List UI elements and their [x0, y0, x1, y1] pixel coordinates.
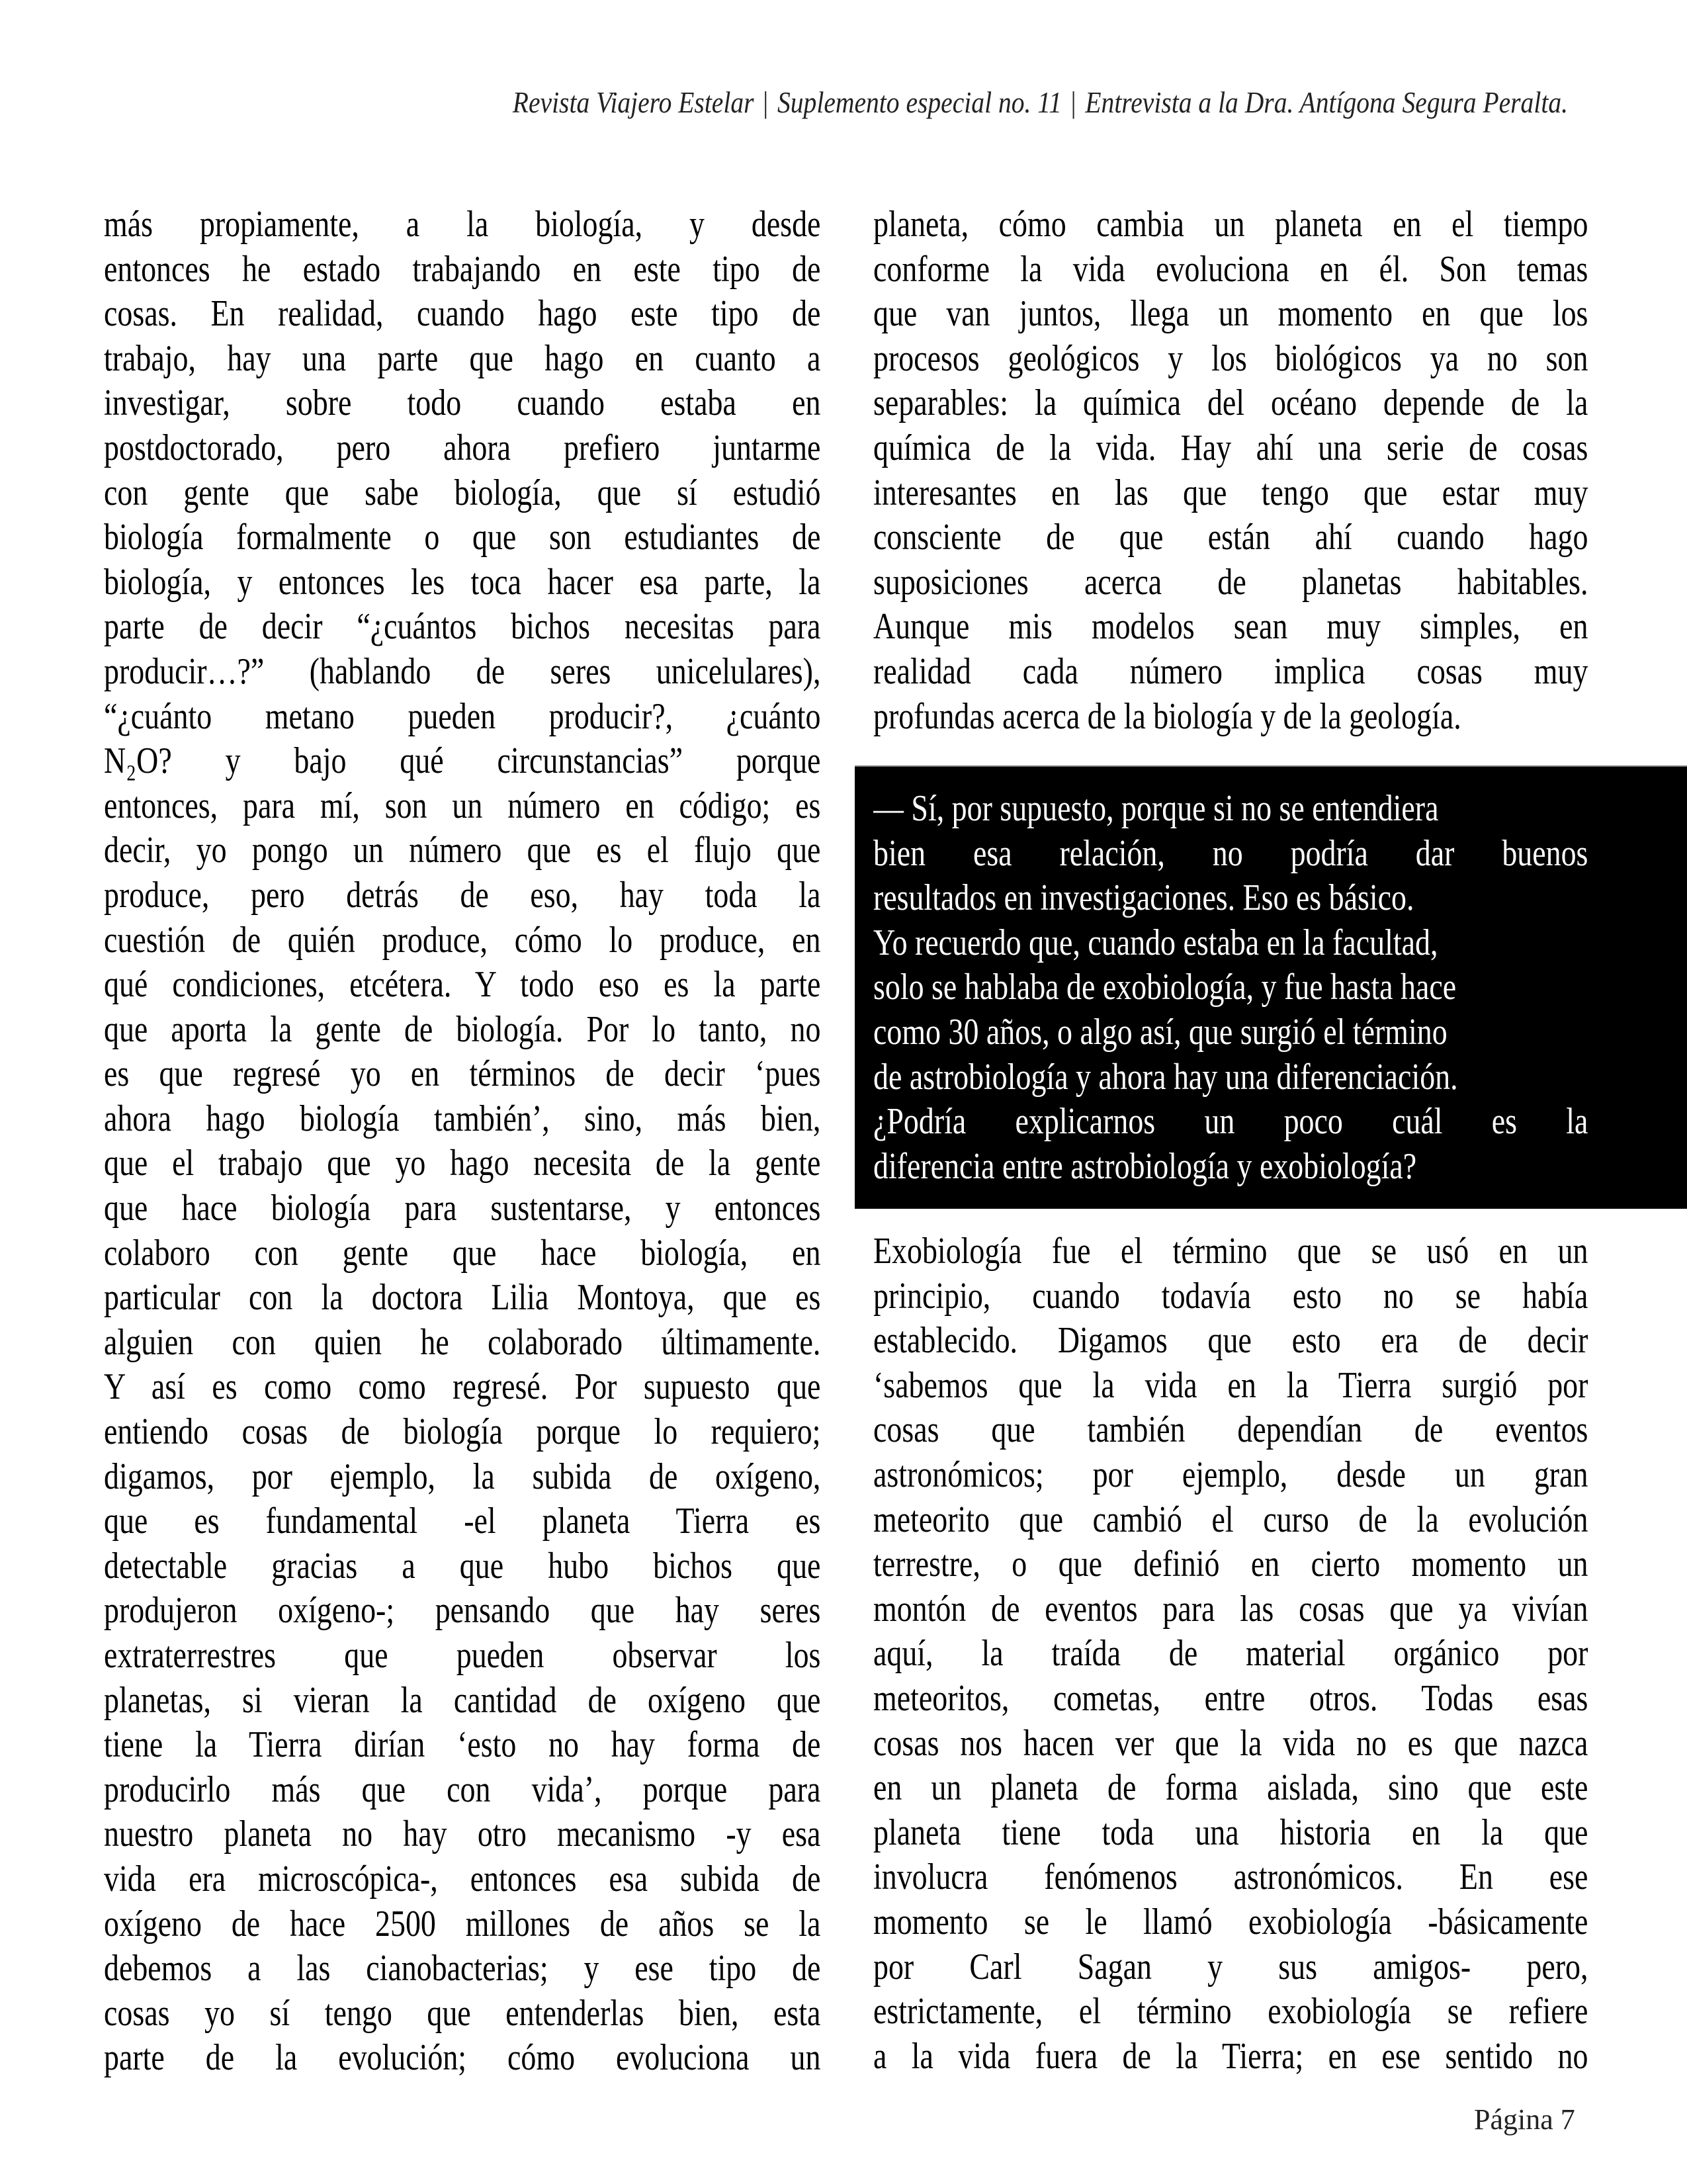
text-line-content: entiendo cosas de biología porque lo requiero; — [104, 1411, 821, 1453]
text-line-content: ¿Podría explicarnos un poco cuál es la — [873, 1101, 1588, 1143]
text-line — [104, 292, 820, 337]
text-line — [104, 1902, 820, 1947]
text-line-content: tiene la Tierra dirían ‘esto no hay forma de — [104, 1724, 821, 1766]
text-line — [873, 605, 1588, 650]
text-line-content: cuestión de quién produce, cómo lo produce, en — [104, 919, 821, 961]
text-line-content: conforme la vida evoluciona en él. Son temas — [873, 248, 1588, 290]
text-line — [873, 1319, 1588, 1364]
text-line — [104, 1365, 820, 1410]
text-line-content: debemos a las cianobacterias; y ese tipo de — [104, 1948, 821, 1989]
text-line — [873, 1010, 1588, 1055]
text-line — [104, 1723, 820, 1768]
text-line-content: resultados en investigaciones. Eso es básico. — [873, 877, 1414, 919]
text-line-content: bien esa relación, no podría dar buenos — [873, 832, 1588, 874]
text-line — [873, 695, 1588, 740]
text-line-content: digamos, por ejemplo, la subida de oxígeno, — [104, 1456, 821, 1497]
text-line-content: por Carl Sagan y sus amigos- pero, — [873, 1946, 1588, 1987]
text-line-content: astronómicos; por ejemplo, desde un gran — [873, 1454, 1588, 1495]
right-column-text-top — [873, 202, 1588, 739]
text-line-content: aquí, la traída de material orgánico por — [873, 1633, 1588, 1675]
text-line-content: meteorito que cambió el curso de la evolución — [873, 1499, 1588, 1540]
text-line — [104, 1589, 820, 1634]
text-line-content: interesantes en las que tengo que estar muy — [873, 472, 1588, 513]
text-line — [873, 1722, 1588, 1767]
text-line — [873, 1229, 1588, 1274]
text-line-content: extraterrestres que pueden observar los — [104, 1635, 821, 1676]
text-line — [104, 1008, 820, 1053]
text-line — [104, 873, 820, 918]
text-line-content: vida era microscópica-, entonces esa subida de — [104, 1858, 821, 1900]
text-line-content: terrestre, o que definió en cierto momento un — [873, 1544, 1588, 1585]
text-line-content: química de la vida. Hay ahí una serie de cosas — [873, 427, 1588, 468]
text-line — [104, 515, 820, 560]
text-line — [873, 1145, 1588, 1190]
text-line — [873, 1945, 1588, 1990]
text-line-content: suposiciones acerca de planetas habitables. — [873, 561, 1588, 603]
text-line-content: más propiamente, a la biología, y desde — [104, 204, 821, 245]
text-line — [104, 1544, 820, 1589]
text-line — [104, 605, 820, 650]
text-line-content: en un planeta de forma aislada, sino que este — [873, 1767, 1588, 1809]
text-line — [104, 918, 820, 963]
right-column-text-bottom — [873, 1229, 1588, 2079]
supplement-title: Suplemento especial no. 11 — [777, 85, 1062, 119]
text-line — [873, 1498, 1588, 1543]
text-line — [104, 1052, 820, 1097]
text-line-content: biología, y entonces les toca hacer esa parte, la — [104, 561, 821, 603]
text-line-content: produce, pero detrás de eso, hay toda la — [104, 874, 821, 916]
text-line-content: oxígeno de hace 2500 millones de años se la — [104, 1903, 821, 1944]
text-line — [104, 1321, 820, 1366]
text-line-content: montón de eventos para las cosas que ya vivían — [873, 1588, 1588, 1630]
text-line-content: cosas que también dependían de eventos — [873, 1409, 1588, 1451]
text-line — [104, 1097, 820, 1142]
text-line-content: planeta tiene toda una historia en la que — [873, 1812, 1588, 1853]
text-line — [873, 292, 1588, 337]
text-line — [873, 787, 1588, 832]
header-separator: | — [1070, 85, 1076, 119]
text-line — [104, 1186, 820, 1231]
text-line — [104, 1455, 820, 1500]
text-line-content: planeta, cómo cambia un planeta en el tiempo — [873, 204, 1588, 245]
text-line — [873, 1100, 1588, 1145]
text-line-content: es que regresé yo en términos de decir ‘pues — [104, 1053, 821, 1095]
text-line — [104, 1812, 820, 1857]
text-line — [104, 381, 820, 426]
text-line-content: meteoritos, cometas, entre otros. Todas esas — [873, 1677, 1588, 1719]
text-line-content: detectable gracias a que hubo bichos que — [104, 1545, 821, 1587]
running-header — [220, 83, 1568, 122]
text-line — [104, 963, 820, 1008]
text-line — [873, 471, 1588, 516]
text-line — [104, 426, 820, 471]
text-line-content: con gente que sabe biología, que sí estudió — [104, 472, 821, 513]
text-line-content: Yo recuerdo que, cuando estaba en la facultad, — [873, 922, 1438, 963]
text-line — [104, 471, 820, 516]
text-line-content: que el trabajo que yo hago necesita de la gente — [104, 1143, 821, 1184]
interview-question-text — [873, 787, 1588, 1189]
text-line-content: producir…?” (hablando de seres unicelulares), — [104, 650, 821, 692]
text-line — [873, 560, 1588, 605]
text-line — [873, 1408, 1588, 1453]
text-line — [873, 202, 1588, 247]
text-line-content: que hace biología para sustentarse, y entonces — [104, 1188, 821, 1229]
text-line — [873, 1677, 1588, 1722]
text-line — [104, 1857, 820, 1902]
text-line-content: profundas acerca de la biología y de la geología. — [873, 695, 1461, 737]
text-line-content: “¿cuánto metano pueden producir?, ¿cuánto — [104, 695, 821, 737]
left-column-text — [104, 202, 820, 2081]
text-line-content: Y así es como como regresé. Por supuesto que — [104, 1366, 821, 1408]
text-line — [873, 921, 1588, 966]
header-separator: | — [763, 85, 769, 119]
text-line-content: postdoctorado, pero ahora prefiero juntarme — [104, 427, 821, 468]
text-line-content: investigar, sobre todo cuando estaba en — [104, 382, 821, 424]
text-line — [104, 828, 820, 873]
text-line-content: que es fundamental -el planeta Tierra es — [104, 1501, 821, 1542]
text-line — [104, 1946, 820, 1991]
text-line-content: parte de decir “¿cuántos bichos necesitas para — [104, 606, 821, 648]
text-line-content: N₂O? y bajo qué circunstancias” porque — [104, 740, 821, 782]
text-line — [873, 832, 1588, 877]
text-line-content: Aunque mis modelos sean muy simples, en — [873, 606, 1588, 648]
text-line — [104, 1634, 820, 1679]
text-line — [104, 784, 820, 829]
text-line-content: qué condiciones, etcétera. Y todo eso es la parte — [104, 964, 821, 1006]
text-line — [104, 1231, 820, 1276]
text-line — [873, 1855, 1588, 1900]
text-line — [873, 1587, 1588, 1632]
text-line — [873, 876, 1588, 921]
text-line-content: trabajo, hay una parte que hago en cuanto a — [104, 337, 821, 379]
text-line-content: — Sí, por supuesto, porque si no se entendiera — [873, 788, 1439, 829]
text-line — [873, 1274, 1588, 1319]
text-line-content: colaboro con gente que hace biología, en — [104, 1232, 821, 1274]
text-line-content: cosas. En realidad, cuando hago este tipo de — [104, 293, 821, 335]
text-line-content: diferencia entre astrobiología y exobiología? — [873, 1145, 1417, 1187]
text-line-content: entonces, para mí, son un número en código; es — [104, 785, 821, 826]
text-line — [873, 1542, 1588, 1587]
text-line-content: a la vida fuera de la Tierra; en ese sentido no — [873, 2035, 1588, 2077]
text-line — [873, 1900, 1588, 1945]
text-line — [104, 1768, 820, 1813]
text-line — [104, 1141, 820, 1186]
text-line — [873, 2034, 1588, 2079]
text-line-content: decir, yo pongo un número que es el flujo que — [104, 830, 821, 871]
text-line-content: solo se hablaba de exobiología, y fue hasta hace — [873, 967, 1457, 1008]
text-line — [873, 1453, 1588, 1498]
text-line-content: planetas, si vieran la cantidad de oxígeno que — [104, 1679, 821, 1721]
text-line — [104, 1991, 820, 2036]
text-line-content: que van juntos, llega un momento en que los — [873, 293, 1588, 335]
text-line-content: alguien con quien he colaborado últimamente. — [104, 1321, 821, 1363]
text-line — [104, 560, 820, 605]
text-line — [104, 1679, 820, 1724]
text-line — [873, 515, 1588, 560]
text-line — [873, 247, 1588, 292]
text-line — [104, 739, 820, 784]
text-line — [873, 1989, 1588, 2034]
text-line-content: principio, cuando todavía esto no se había — [873, 1275, 1588, 1317]
text-line — [104, 2036, 820, 2081]
text-line-content: momento se le llamó exobiología -básicamente — [873, 1901, 1588, 1943]
text-line — [104, 337, 820, 382]
text-line-content: que aporta la gente de biología. Por lo tanto, no — [104, 1008, 821, 1050]
text-line-content: ‘sabemos que la vida en la Tierra surgió por — [873, 1364, 1588, 1406]
text-line-content: establecido. Digamos que esto era de decir — [873, 1320, 1588, 1362]
text-line-content: particular con la doctora Lilia Montoya, que es — [104, 1277, 821, 1319]
interview-question-box — [855, 765, 1687, 1209]
text-line — [873, 1632, 1588, 1677]
text-line — [873, 650, 1588, 695]
text-line-content: entonces he estado trabajando en este tipo de — [104, 248, 821, 290]
text-line-content: ahora hago biología también’, sino, más bien, — [104, 1098, 821, 1139]
text-line — [873, 1364, 1588, 1409]
text-line-content: nuestro planeta no hay otro mecanismo -y esa — [104, 1813, 821, 1855]
text-line — [104, 247, 820, 292]
text-line — [873, 1766, 1588, 1811]
page-number: Página 7 — [1474, 2103, 1575, 2136]
text-line-content: como 30 años, o algo así, que surgió el término — [873, 1011, 1448, 1053]
publication-title: Revista Viajero Estelar — [512, 85, 754, 119]
text-line-content: Exobiología fue el término que se usó en un — [873, 1231, 1588, 1272]
text-line-content: produjeron oxígeno-; pensando que hay seres — [104, 1590, 821, 1632]
text-line-content: involucra fenómenos astronómicos. En ese — [873, 1856, 1588, 1898]
text-line-content: parte de la evolución; cómo evoluciona un — [104, 2037, 821, 2079]
text-line — [873, 1055, 1588, 1100]
text-line — [873, 965, 1588, 1010]
text-line — [104, 1276, 820, 1321]
text-line-content: cosas nos hacen ver que la vida no es que nazca — [873, 1722, 1588, 1764]
text-line-content: biología formalmente o que son estudiantes de — [104, 517, 821, 558]
text-line — [873, 426, 1588, 471]
text-line — [104, 202, 820, 247]
text-line — [104, 1499, 820, 1544]
text-line — [873, 1811, 1588, 1856]
text-line-content: de astrobiología y ahora hay una diferenciación. — [873, 1056, 1458, 1098]
text-line-content: realidad cada número implica cosas muy — [873, 650, 1588, 692]
text-line — [873, 337, 1588, 382]
text-line — [104, 1410, 820, 1455]
text-line — [104, 650, 820, 695]
text-line-content: separables: la química del océano depende de la — [873, 382, 1588, 424]
text-line-content: cosas yo sí tengo que entenderlas bien, esta — [104, 1992, 821, 2034]
text-line — [104, 695, 820, 740]
text-line-content: estrictamente, el término exobiología se refiere — [873, 1991, 1588, 2032]
text-line-content: procesos geológicos y los biológicos ya no son — [873, 337, 1588, 379]
text-line-content: consciente de que están ahí cuando hago — [873, 517, 1588, 558]
article-title: Entrevista a la Dra. Antígona Segura Peralta. — [1085, 85, 1568, 119]
text-line-content: producirlo más que con vida’, porque para — [104, 1769, 821, 1810]
text-line — [873, 381, 1588, 426]
